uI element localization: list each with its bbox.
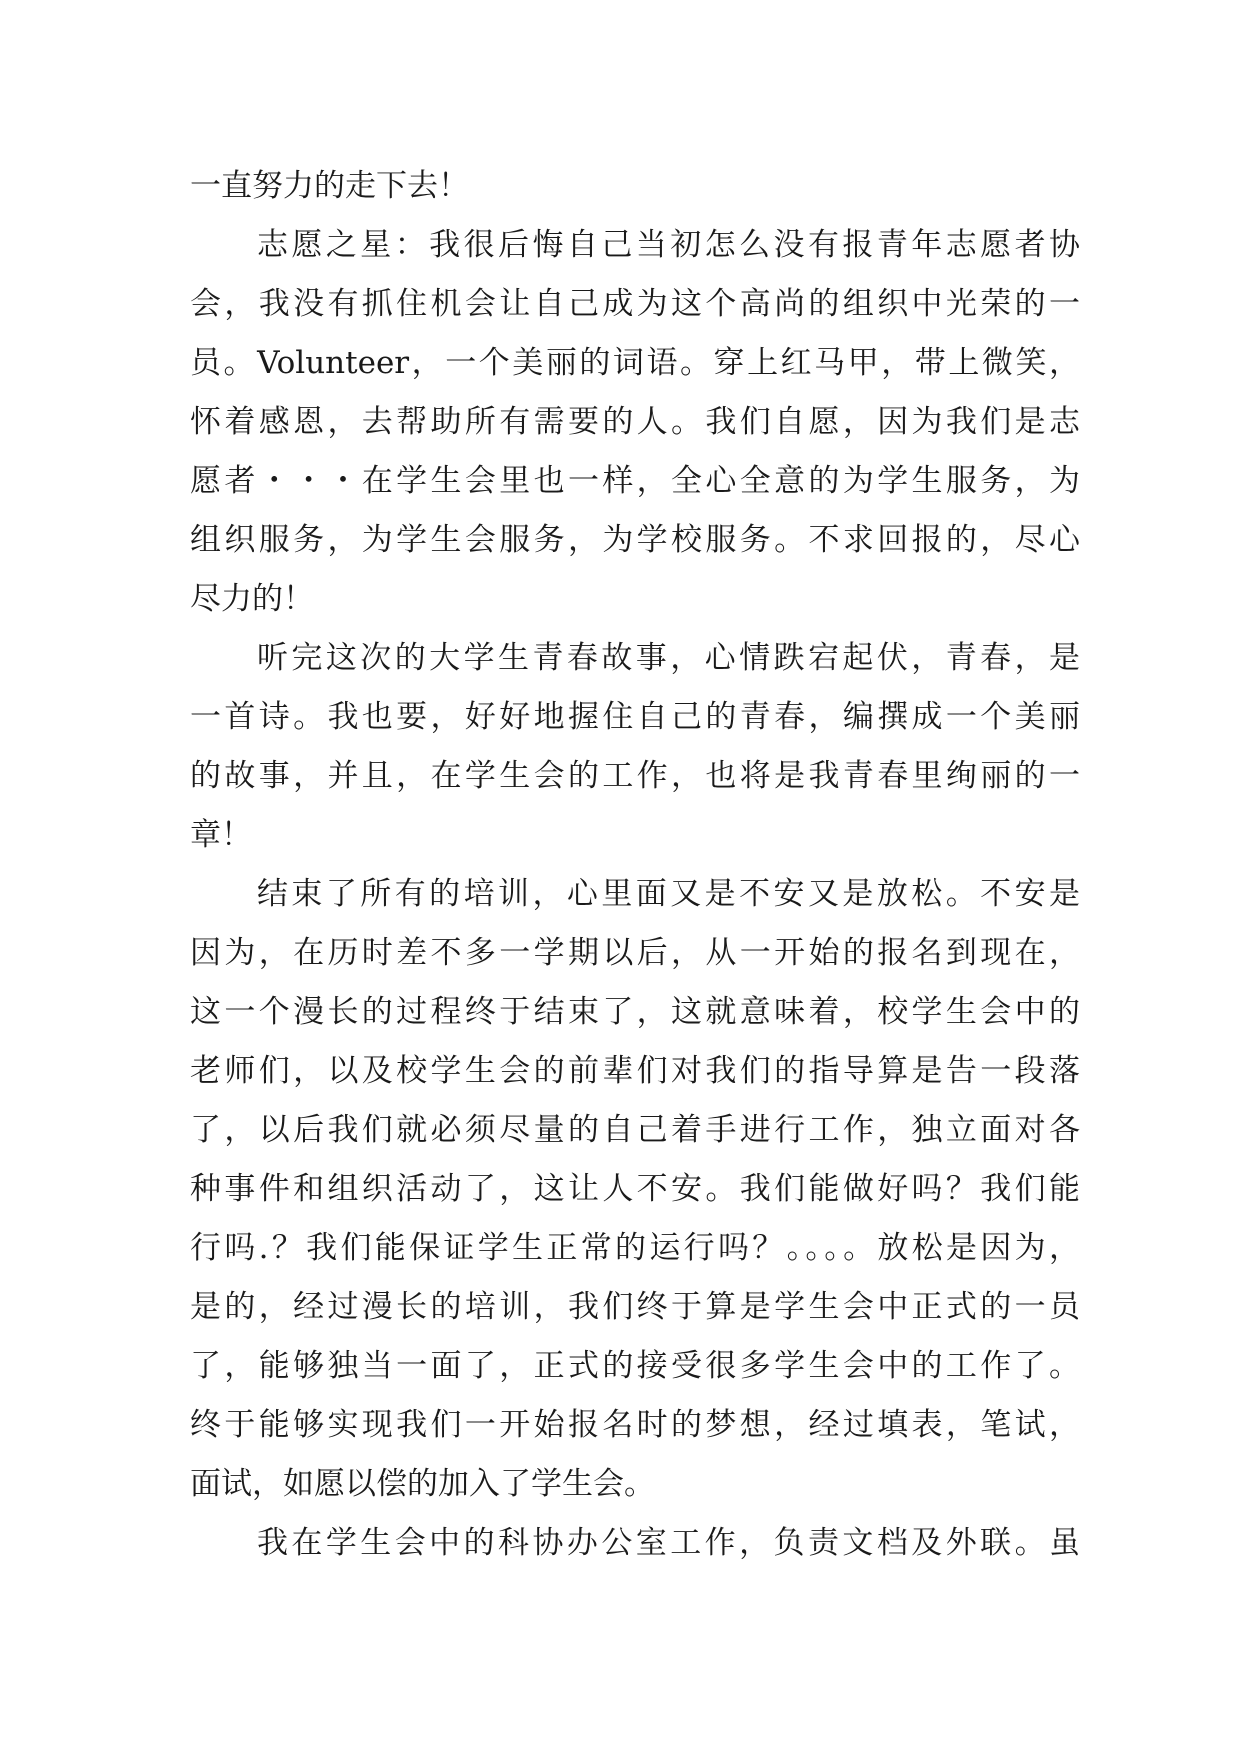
text-line-15: 这一个漫长的过程终于结束了，这就意味着，校学生会中的 [190, 994, 1080, 1030]
text-line-2: 志愿之星：我很后悔自己当初怎么没有报青年志愿者协 [257, 227, 1080, 263]
text-line-7: 组织服务，为学生会服务，为学校服务。不求回报的，尽心 [190, 522, 1080, 558]
text-line-11: 的故事，并且，在学生会的工作，也将是我青春里绚丽的一 [190, 758, 1080, 794]
text-line-4: 员。Volunteer，一个美丽的词语。穿上红马甲，带上微笑， [190, 345, 1080, 381]
text-line-3: 会，我没有抓住机会让自己成为这个高尚的组织中光荣的一 [190, 286, 1080, 322]
text-line-24: 我在学生会中的科协办公室工作，负责文档及外联。虽 [257, 1525, 1080, 1561]
text-line-6: 愿者・・・在学生会里也一样，全心全意的为学生服务，为 [190, 463, 1080, 499]
text-line-18: 种事件和组织活动了，这让人不安。我们能做好吗？我们能 [190, 1171, 1080, 1207]
text-line-12: 章！ [190, 817, 252, 853]
text-line-14: 因为，在历时差不多一学期以后，从一开始的报名到现在， [190, 935, 1080, 971]
text-line-5: 怀着感恩，去帮助所有需要的人。我们自愿，因为我们是志 [190, 404, 1080, 440]
text-line-17: 了，以后我们就必须尽量的自己着手进行工作，独立面对各 [190, 1112, 1080, 1148]
text-line-22: 终于能够实现我们一开始报名时的梦想，经过填表，笔试， [190, 1407, 1080, 1443]
text-line-10: 一首诗。我也要，好好地握住自己的青春，编撰成一个美丽 [190, 699, 1080, 735]
text-line-1: 一直努力的走下去！ [190, 168, 469, 204]
text-line-13: 结束了所有的培训，心里面又是不安又是放松。不安是 [257, 876, 1080, 912]
text-line-19: 行吗.？我们能保证学生正常的运行吗？。。。。放松是因为， [190, 1230, 1080, 1266]
text-line-20: 是的，经过漫长的培训，我们终于算是学生会中正式的一员 [190, 1289, 1080, 1325]
text-line-16: 老师们，以及校学生会的前辈们对我们的指导算是告一段落 [190, 1053, 1080, 1089]
text-line-21: 了，能够独当一面了，正式的接受很多学生会中的工作了。 [190, 1348, 1080, 1384]
text-line-8: 尽力的！ [190, 581, 314, 617]
text-line-23: 面试，如愿以偿的加入了学生会。 [190, 1466, 655, 1502]
text-line-9: 听完这次的大学生青春故事，心情跌宕起伏，青春，是 [257, 640, 1080, 676]
